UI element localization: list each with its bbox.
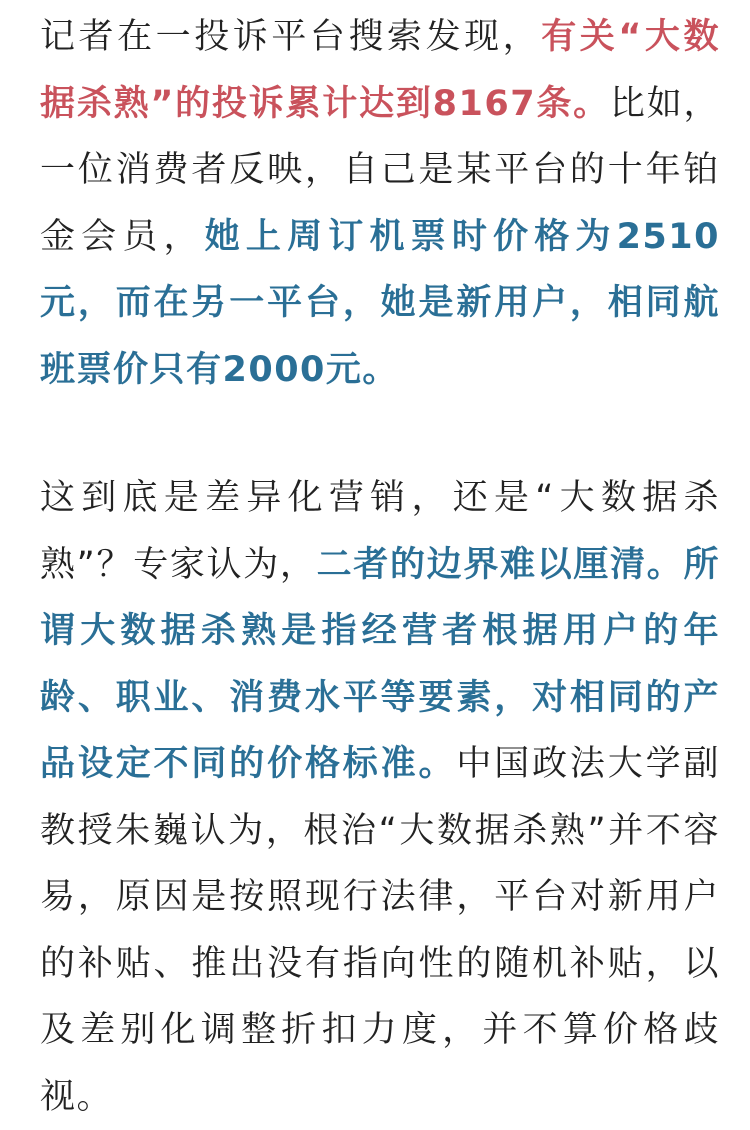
- highlight-definition: 二者的边界难以厘清。所谓大数据杀熟是指经营者根据用户的年龄、职业、消费水平等要素，对相同的产品设定不同的价格标准。: [40, 544, 720, 784]
- highlight-complaint-count: 有关“大数据杀熟”的投诉累计达到8167条。: [40, 17, 720, 124]
- article-body: [40, 4, 720, 1130]
- text-segment: 记者在一投诉平台搜索发现，: [40, 17, 542, 57]
- text-segment: 这到底是差异化营销，还是“大数据杀熟”？专家认为，: [40, 478, 720, 585]
- text-segment: 比如，一位消费者反映，自己是某平台的十年铂金会员，: [40, 83, 720, 257]
- highlight-ticket-price-example: 她上周订机票时价格为2510元，而在另一平台，她是新用户，相同航班票价只有2000元。: [40, 216, 720, 390]
- paragraph-complaint-stats: [40, 4, 720, 403]
- text-segment: 中国政法大学副教授朱巍认为，根治“大数据杀熟”并不容易，原因是按照现行法律，平台对新用户的补贴、推出没有指向性的随机补贴，以及差别化调整折扣力度，并不算价格歧视。: [40, 744, 720, 1117]
- paragraph-expert-opinion: [40, 465, 720, 1130]
